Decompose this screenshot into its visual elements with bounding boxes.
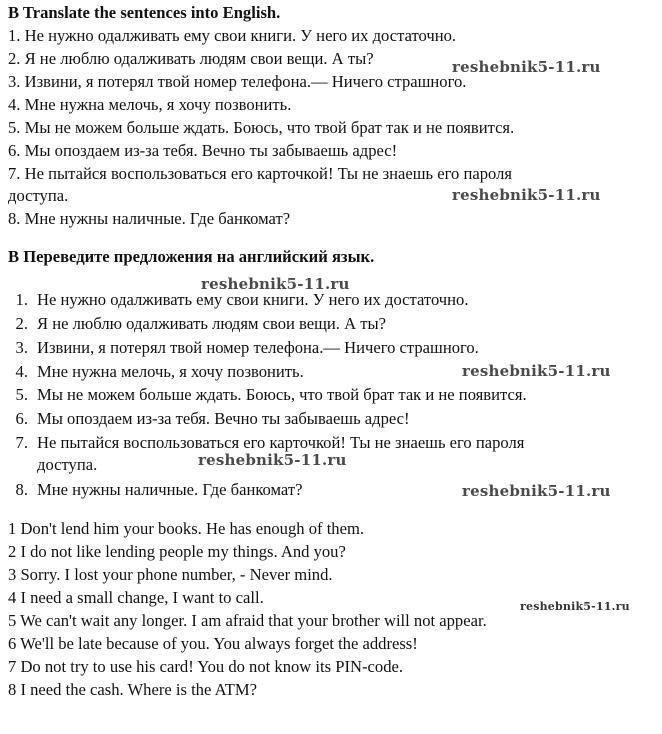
section2-item-4 [8,362,304,382]
section1-heading: B Translate the sentences into English. [8,3,281,22]
item-number: 7. [15,433,28,452]
answer-3: 3 Sorry. I lost your phone number, - Never mind. [8,565,333,584]
item-text: Мы не можем больше ждать. Боюсь, что твой брат так и не появится. [37,385,527,404]
item-text: доступа. [37,455,98,474]
item-text: Мы опоздаем из-за тебя. Вечно ты забываешь адрес! [37,409,410,428]
answer-7: 7 Do not try to use his card! You do not know its PIN-code. [8,657,404,676]
section2-item-6 [8,409,410,429]
section1-item-8: 8. Мне нужны наличные. Где банкомат? [8,209,291,228]
section2-item-3 [8,338,479,358]
section1-item-6: 6. Мы опоздаем из-за тебя. Вечно ты забываешь адрес! [8,141,398,160]
item-text: Извини, я потерял твой номер телефона.— Ничего страшного. [37,338,479,357]
watermark: reshebnik5-11.ru [462,482,611,500]
section2-item-7 [8,433,524,453]
item-text: Мне нужны наличные. Где банкомат? [37,480,303,499]
watermark: reshebnik5-11.ru [201,275,350,293]
section1-item-7: 7. Не пытайся воспользоваться его карточкой! Ты не знаешь его пароля [8,164,513,183]
section1-item-1: 1. Не нужно одалживать ему свои книги. У него их достаточно. [8,26,457,45]
watermark: reshebnik5-11.ru [452,58,601,76]
section2-item-1 [8,290,468,310]
item-number: 3. [15,338,28,357]
item-text: Не пытайся воспользоваться его карточкой! Ты не знаешь его пароля [37,433,525,452]
answer-5: 5 We can't wait any longer. I am afraid that your brother will not appear. [8,611,487,630]
answer-2: 2 I do not like lending people my things. And you? [8,542,346,561]
section1-item-4: 4. Мне нужна мелочь, я хочу позвонить. [8,95,292,114]
section2-item-2 [8,314,386,334]
item-text: Не нужно одалживать ему свои книги. У него их достаточно. [37,290,469,309]
item-number: 6. [15,409,28,428]
answer-1: 1 Don't lend him your books. He has enough of them. [8,519,365,538]
section2-item-5 [8,385,527,405]
section2-item-8 [8,480,302,500]
answer-8: 8 I need the cash. Where is the ATM? [8,680,257,699]
watermark: reshebnik5-11.ru [198,451,347,469]
item-number: 2. [15,314,28,333]
section1-item-3: 3. Извини, я потерял твой номер телефона.— Ничего страшного. [8,72,467,91]
item-text: Мне нужна мелочь, я хочу позвонить. [37,362,304,381]
section1-item-5: 5. Мы не можем больше ждать. Боюсь, что твой брат так и не появится. [8,118,515,137]
section2-item-7-continued [8,455,97,475]
item-number: 8. [15,480,28,499]
section1-item-2: 2. Я не люблю одалживать людям свои вещи. А ты? [8,49,374,68]
answer-4: 4 I need a small change, I want to call. [8,588,264,607]
item-number: 5. [15,385,28,404]
watermark: reshebnik5-11.ru [520,600,630,613]
item-number: 1. [15,290,28,309]
item-number: 4. [15,362,28,381]
watermark: reshebnik5-11.ru [462,362,611,380]
section1-item-7-continued: доступа. [8,186,69,205]
watermark: reshebnik5-11.ru [452,186,601,204]
item-text: Я не люблю одалживать людям свои вещи. А ты? [37,314,386,333]
section2-heading: В Переведите предложения на английский язык. [8,247,375,266]
answer-6: 6 We'll be late because of you. You always forget the address! [8,634,418,653]
